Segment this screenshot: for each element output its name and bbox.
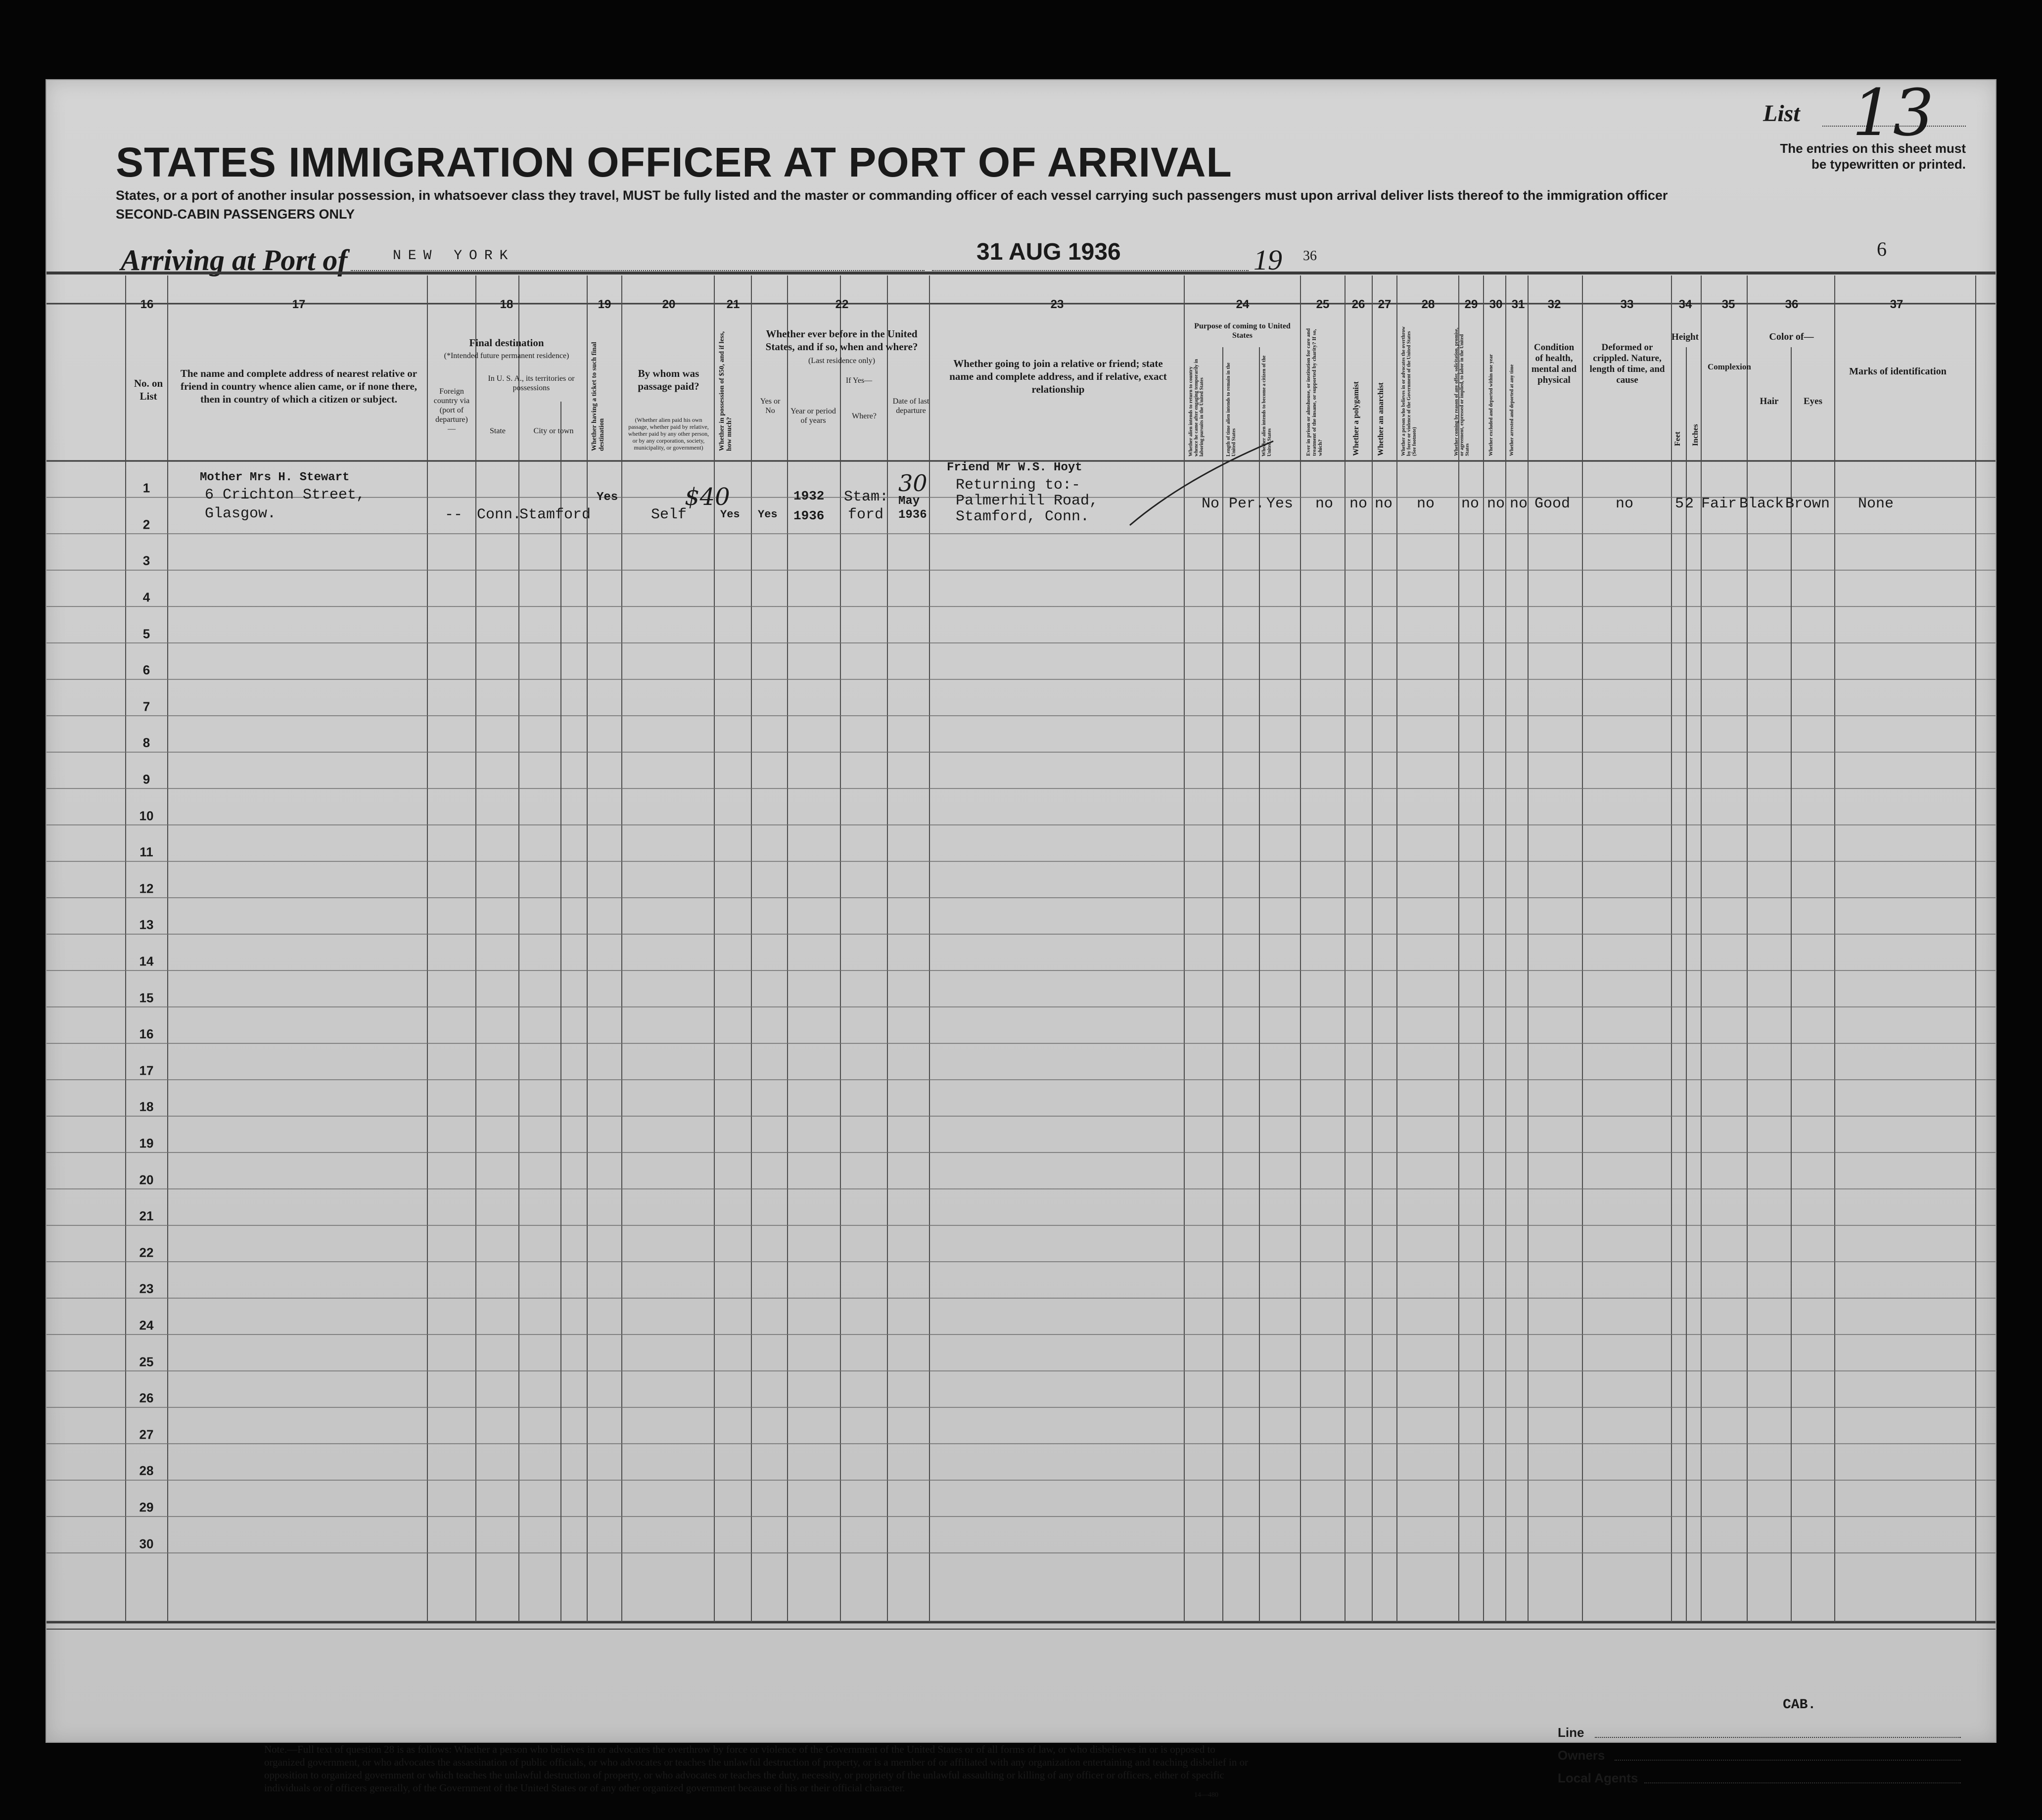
entry-relative-street: 6 Crichton Street, [205,487,366,503]
manifest-sheet [46,75,1996,1799]
col-number-31: 31 [1511,298,1525,311]
col-number-22: 22 [835,298,849,311]
entry-money: $40 [685,483,730,511]
row-number: 8 [142,735,150,750]
entry-health: Good [1534,496,1571,512]
col-number-29: 29 [1464,298,1478,311]
header-height: Height [1671,332,1699,342]
entry-departure-day: 30 [898,470,928,497]
instruction-line: States, or a port of another insular possession, in whatsoever class they travel, MUST be fully listed and the master or commanding officer of each vessel carrying such passengers must upon arrival deliver lists thereof to the immigration officer [116,188,1668,203]
header-anarchist: Whether an anarchist [1377,382,1385,456]
row-number: 25 [139,1354,154,1369]
entry-money-yes: Yes [720,508,740,521]
header-purpose: Purpose of coming to United States [1194,322,1291,340]
row-number: 3 [142,553,150,568]
row-number: 15 [139,990,154,1005]
row-number: 19 [139,1136,154,1151]
entry-anarchist: no [1375,496,1393,512]
entry-state: Conn. [477,506,522,523]
entry-departure-month: May [898,495,920,508]
row-number: 29 [139,1500,154,1515]
row-number: 30 [139,1536,154,1551]
manifest-grid [46,80,1996,1742]
page-title: STATES IMMIGRATION OFFICER AT PORT OF ARRIVAL [116,139,1232,185]
row-number: 9 [142,772,150,787]
entry-where-2: ford [848,506,884,523]
port-name: NEW YORK [393,248,515,264]
col-number-33: 33 [1620,298,1634,311]
col-number-16: 16 [140,298,154,311]
line-field [1595,1737,1961,1738]
row-number: 13 [139,917,154,932]
line-label: Line [1558,1725,1584,1740]
agents-field [1644,1782,1961,1783]
entry-polygamist: no [1349,496,1368,512]
col-number-28: 28 [1421,298,1435,311]
entry-overthrow: no [1417,496,1435,512]
header-purpose-length: Length of time alien intends to remain in the United States [1226,363,1237,456]
col-number-27: 27 [1378,298,1392,311]
form-code: 14—480 [1194,1791,1218,1799]
row-number: 12 [139,881,154,896]
entry-join-3: Palmerhill Road, [956,493,1099,509]
year-prefix: 19 [1253,244,1282,276]
header-fifty-dollars: Whether in possession of $50, and if less, how much? [718,331,733,451]
header-prison: Ever in prison or almshouse, or institution for care and treatment of the insane, or supported by charity? If so, which? [1305,328,1323,456]
header-no-on-list: No. on List [134,377,163,402]
entry-feet: 5 [1675,496,1684,512]
header-departure-date: Date of last departure [892,397,929,415]
header-nearest-relative: The name and complete address of nearest relative or friend in country whence alien came, or if none there, then in country of which a citizen or subject. [180,367,418,405]
arriving-label: Arriving at Port of [121,244,348,276]
row-number: 2 [142,517,150,532]
col-number-17: 17 [292,298,306,311]
col-number-21: 21 [726,298,740,311]
col-number-36: 36 [1785,298,1799,311]
header-labor-offer: Whether coming by reason of any offer, solicitation, promise, or agreement, expressed or implied, to labor in the United States [1454,327,1470,456]
header-excluded: Whether excluded and deported within one year [1488,354,1494,456]
entry-inches: 2 [1685,496,1694,512]
header-feet: Feet [1673,431,1682,446]
col-number-35: 35 [1721,298,1735,311]
header-hair: Hair [1760,396,1779,407]
entry-deported: no [1510,496,1528,512]
row-number: 18 [139,1099,154,1114]
entry-foreign-via: -- [445,506,463,523]
header-final-destination-note: (*Intended future permanent residence) [444,352,569,360]
header-polygamist: Whether a polygamist [1352,381,1360,456]
agents-label: Local Agents [1558,1771,1638,1785]
header-city: City or town [533,427,574,435]
header-state: State [490,427,506,435]
header-purpose-return: Whether alien intends to return to country whence he came after engaging temporarily in laboring pursuits in the United States [1188,359,1205,456]
header-complexion: Complexion [1708,362,1751,371]
entry-ticket: Yes [597,491,618,504]
col-number-23: 23 [1050,298,1064,311]
header-final-destination: Final destination [469,337,544,349]
header-before-in-us: Whether ever before in the United States, and if so, when and where? [765,328,918,353]
col-number-24: 24 [1236,298,1250,311]
row-number: 21 [139,1208,154,1224]
row-number: 11 [139,844,153,860]
entry-before-yesno: Yes [758,508,778,521]
header-overthrow: Whether a person who believes in or advocates the overthrow by force or violence of the Government of the United States (See footnote) [1401,326,1417,456]
entry-paid-by: Self [651,506,687,523]
col-number-32: 32 [1547,298,1561,311]
entry-years-1: 1932 [793,489,825,503]
header-inches: Inches [1691,424,1700,446]
entry-join-1: Friend Mr W.S. Hoyt [947,461,1082,474]
row-number: 4 [142,590,150,605]
row-number: 28 [139,1463,154,1478]
col-number-19: 19 [598,298,611,311]
header-join-relative: Whether going to join a relative or friend; state name and complete address, and if relative, exact relationship [949,358,1167,395]
row-number: 16 [139,1026,154,1042]
list-note: The entries on this sheet must be typewritten or printed. [1780,141,1966,172]
entry-departure-year: 1936 [898,508,927,522]
header-deformed: Deformed or crippled. Nature, length of time, and cause [1589,342,1665,385]
entry-city: Stamford [519,506,591,523]
entry-relative-name: Mother Mrs H. Stewart [200,471,350,484]
entry-purpose-citizen: Yes [1266,496,1294,512]
entry-prison: no [1315,496,1334,512]
header-health: Condition of health, mental and physical [1531,342,1577,385]
entry-hair: Black [1739,496,1784,512]
row-number: 7 [142,699,150,714]
col-number-25: 25 [1316,298,1330,311]
header-marks: Marks of identification [1849,366,1947,377]
entry-relative-city: Glasgow. [205,505,277,522]
header-if-yes: If Yes— [845,376,873,385]
header-years: Year or period of years [790,407,836,425]
header-ticket: Whether having a ticket to such final destination [591,342,605,451]
entry-labor-offer: no [1461,496,1480,512]
row-number: 26 [139,1390,154,1406]
row-number: 27 [139,1427,154,1442]
header-usa: In U. S. A., its territories or possessions [488,374,575,392]
row-number: 23 [139,1281,154,1296]
col-number-34: 34 [1678,298,1692,311]
entry-join-2: Returning to:- [956,477,1081,494]
header-before-in-us-note: (Last residence only) [808,357,876,365]
col-number-37: 37 [1890,298,1903,311]
header-purpose-citizen: Whether alien intends to become a citizen of the United States [1261,355,1272,456]
handwritten-stroke [1125,436,1283,535]
row-number: 24 [139,1318,154,1333]
header-yes-no: Yes or No [760,397,781,415]
owners-field [1615,1760,1961,1761]
cab-mark: CAB. [1783,1697,1816,1713]
list-label: List [1763,100,1800,127]
header-passage-paid: By whom was passage paid? [638,367,699,392]
row-number: 22 [139,1245,154,1260]
row-number: 1 [142,480,150,496]
entry-where-1: Stam: [844,489,889,505]
header-where: Where? [852,412,877,420]
entry-join-4: Stamford, Conn. [956,508,1090,525]
col-number-18: 18 [500,298,513,311]
entry-deformed: no [1616,496,1634,512]
col-number-30: 30 [1489,298,1503,311]
header-eyes: Eyes [1804,396,1822,407]
entry-years-2: 1936 [793,508,825,523]
list-number: 13 [1852,75,1934,150]
date-stamp: 31 AUG 1936 [976,239,1121,265]
row-number: 6 [142,662,150,678]
col-number-20: 20 [662,298,676,311]
owners-label: Owners [1558,1748,1605,1763]
entry-purpose-length: Per. [1229,496,1265,512]
row-number: 10 [139,808,154,823]
entry-complexion: Fair [1701,496,1737,512]
row-number: 20 [139,1172,154,1187]
header-deported: Whether arrested and deported at any time [1509,364,1515,456]
header-foreign-via: Foreign country via (port of departure)— [433,387,470,433]
row-number: 5 [142,626,150,641]
row-number: 14 [139,954,154,969]
header-passage-paid-note: (Whether alien paid his own passage, whether paid by relative, whether paid by any other person, or by any corporation, society, municipality, or government) [628,416,709,451]
entry-excluded: no [1487,496,1505,512]
entry-eyes: Brown [1785,496,1830,512]
year-suffix: 36 [1303,248,1317,264]
row-number: 17 [139,1063,154,1078]
col-number-26: 26 [1351,298,1365,311]
footnote: Note.—Full text of question 28 is as follows: Whether a person who believes in or advocates the overthrow by force or violence of the Government of the United States or of all forms of law, or who disbelieves in or is opposed to organized government, or who advocates the assassination of public officials, or who advocates or teaches the unlawful destruction of property, or is a member of or affiliated with any organization entertaining and teaching disbelief in or opposition to organized government or which teaches the unlawful destruction of property, or who advocates or teaches the duty, necessity, or propriety of the unlawful assaulting or killing of any officer or officers, either of specific individuals or of officers generally, of the Government of the United States or of any other organized government because of his or their official character. [264,1743,1249,1794]
page-mark: 6 [1877,238,1887,260]
entry-purpose-return: No [1202,496,1220,512]
class-line: SECOND-CABIN PASSENGERS ONLY [116,207,355,222]
entry-marks: None [1858,496,1894,512]
header-color-of: Color of— [1769,331,1814,342]
